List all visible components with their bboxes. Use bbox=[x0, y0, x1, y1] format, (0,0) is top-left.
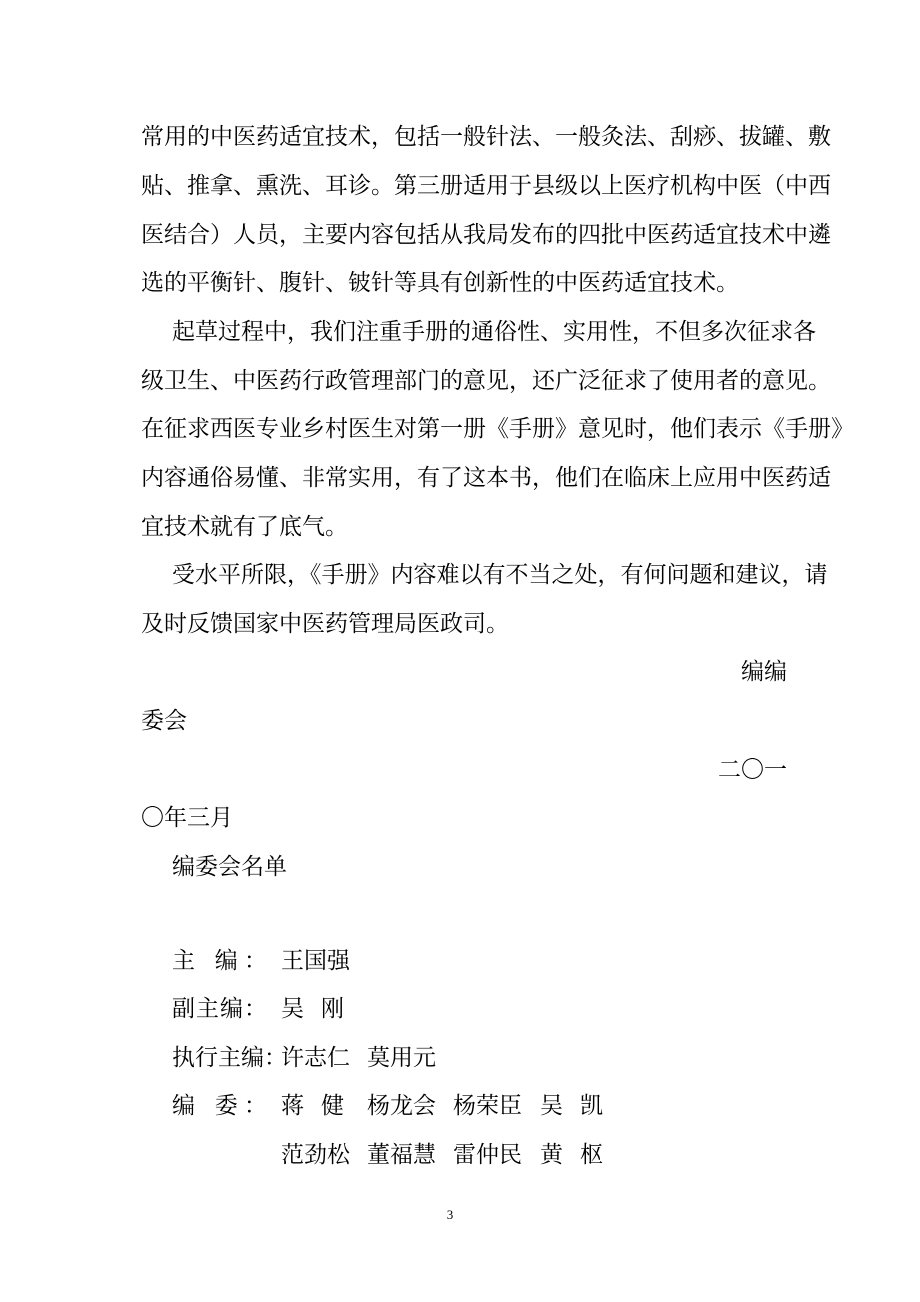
member-name: 黄 枢 bbox=[540, 1142, 603, 1168]
member-name: 杨龙会 bbox=[367, 1093, 436, 1119]
member-name: 董福慧 bbox=[367, 1142, 436, 1168]
paragraph-1-line-3: 医结合）人员，主要内容包括从我局发布的四批中医药适宜技术中遴 bbox=[141, 222, 831, 248]
member-name: 范劲松 bbox=[281, 1142, 350, 1168]
paragraph-1-line-1: 常用的中医药适宜技术，包括一般针法、一般灸法、刮痧、拔罐、敷 bbox=[141, 124, 831, 150]
executive-editor-label: 执行主编： bbox=[172, 1045, 287, 1071]
signature-line-2: 委会 bbox=[141, 708, 187, 734]
page-number: 3 bbox=[446, 1207, 454, 1222]
paragraph-1-line-4: 选的平衡针、腹针、铍针等具有创新性的中医药适宜技术。 bbox=[141, 270, 739, 296]
committee-title: 编委会名单 bbox=[172, 854, 287, 880]
executive-editor-name-1: 许志仁 bbox=[281, 1045, 350, 1071]
member-name: 吴 凯 bbox=[540, 1093, 603, 1119]
executive-editor-name-2: 莫用元 bbox=[367, 1045, 436, 1071]
member-name: 雷仲民 bbox=[453, 1142, 522, 1168]
paragraph-2-line-2: 级卫生、中医药行政管理部门的意见，还广泛征求了使用者的意见。 bbox=[141, 368, 831, 394]
date-line-2: 〇年三月 bbox=[141, 805, 233, 831]
chief-editor-name: 王国强 bbox=[281, 948, 350, 974]
paragraph-2-line-1: 起草过程中，我们注重手册的通俗性、实用性，不但多次征求各 bbox=[172, 319, 816, 345]
paragraph-3-line-2: 及时反馈国家中医药管理局医政司。 bbox=[141, 611, 509, 637]
date-line-1: 二〇一 bbox=[718, 757, 787, 783]
paragraph-2-line-4: 内容通俗易懂、非常实用，有了这本书，他们在临床上应用中医药适 bbox=[141, 465, 831, 491]
member-name: 杨荣臣 bbox=[453, 1093, 522, 1119]
members-label: 编 委： bbox=[172, 1093, 267, 1119]
deputy-editor-name: 吴 刚 bbox=[281, 996, 344, 1022]
paragraph-1-line-2: 贴、推拿、熏洗、耳诊。第三册适用于县级以上医疗机构中医（中西 bbox=[141, 173, 831, 199]
member-name: 蒋 健 bbox=[281, 1093, 344, 1119]
deputy-editor-label: 副主编： bbox=[172, 996, 267, 1022]
paragraph-2-line-5: 宜技术就有了底气。 bbox=[141, 514, 348, 540]
chief-editor-label: 主 编： bbox=[172, 948, 267, 974]
signature-line-1: 编编 bbox=[741, 659, 787, 685]
paragraph-2-line-3: 在征求西医专业乡村医生对第一册《手册》意见时，他们表示《手册》 bbox=[141, 416, 854, 442]
paragraph-3-line-1: 受水平所限，《手册》内容难以有不当之处，有何问题和建议，请 bbox=[172, 562, 828, 588]
